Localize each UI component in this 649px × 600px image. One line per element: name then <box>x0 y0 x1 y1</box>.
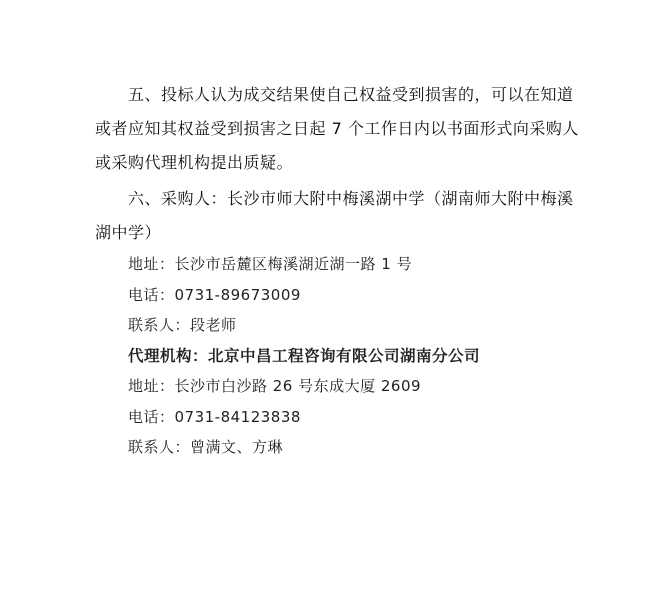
agency-heading: 代理机构：北京中昌工程咨询有限公司湖南分公司 <box>128 347 481 365</box>
agency-contact: 联系人：曾满文、方琳 <box>128 438 284 456</box>
purchaser-contact: 联系人：段老师 <box>128 316 237 334</box>
section-5-text: 五、投标人认为成交结果使自己权益受到损害的，可以在知道或者应知其权益受到损害之日起 7 个工作日内以书面形式向采购人或采购代理机构提出质疑。 <box>95 85 579 172</box>
purchaser-address: 地址：长沙市岳麓区梅溪湖近湖一路 1 号 <box>128 255 413 273</box>
section-5-paragraph <box>95 78 585 180</box>
purchaser-heading-text: 六、采购人：长沙市师大附中梅溪湖中学（湖南师大附中梅溪湖中学） <box>95 189 574 242</box>
section-6-heading <box>95 182 585 250</box>
agency-phone: 电话：0731-84123838 <box>128 408 301 426</box>
agency-address: 地址：长沙市白沙路 26 号东成大厦 2609 <box>128 377 422 395</box>
purchaser-phone: 电话：0731-89673009 <box>128 286 301 304</box>
